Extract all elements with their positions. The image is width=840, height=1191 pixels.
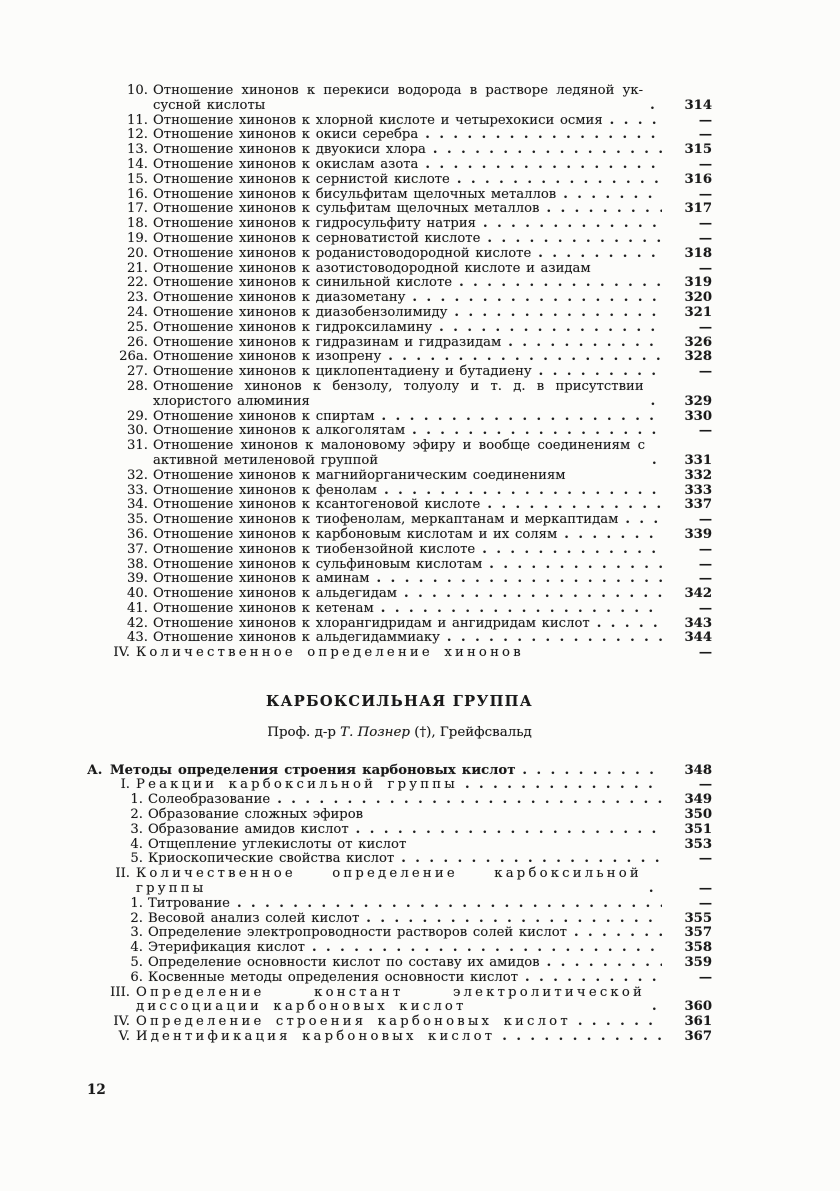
dot-leader — [547, 202, 663, 217]
toc-entry-title: Отношение хинонов к диазометану — [153, 290, 406, 306]
toc-entry-page: — — [698, 541, 712, 557]
toc-entry-page: 344 — [684, 630, 712, 646]
toc-entry-page: 319 — [684, 275, 712, 291]
toc-entry-title: Отношение хинонов к перекиси водорода в растворе ледяной уксусной кислоты — [153, 83, 644, 113]
toc-entry-title: Солеобразование — [148, 792, 271, 808]
dot-leader — [382, 410, 662, 425]
toc-entry-number: 2. — [130, 910, 143, 926]
toc-entry-number: 11. — [127, 112, 148, 128]
dot-leader — [649, 882, 662, 897]
dot-leader — [377, 572, 662, 587]
toc-entry-page: — — [698, 881, 712, 897]
toc-entry-title: Количественное определение хинонов — [136, 645, 524, 661]
toc-entry — [87, 793, 712, 808]
dot-leader — [388, 350, 662, 365]
toc-entry-title: Отношение хинонов к ксантогеновой кислоте — [153, 497, 481, 513]
dot-leader — [312, 941, 662, 956]
toc-entry-page: — — [698, 319, 712, 335]
toc-entry-title: Отношение хинонов к синильной кислоте — [153, 275, 453, 291]
dot-leader — [439, 321, 662, 336]
dot-leader — [651, 395, 662, 410]
toc-entry-title: Отношение хинонов к окиси серебра — [153, 127, 419, 143]
toc-entry-title: Отношение хинонов к аминам — [153, 571, 370, 587]
toc-entry — [87, 217, 712, 232]
dot-leader — [574, 926, 662, 941]
toc-entry — [87, 956, 712, 971]
toc-entry-number: 5. — [130, 955, 143, 971]
toc-entry-title: Образование сложных эфиров — [148, 807, 364, 823]
toc-entry — [87, 424, 712, 439]
toc-entry-number: 16. — [127, 186, 148, 202]
toc-entry-page: — — [698, 230, 712, 246]
toc-entry-number: 42. — [127, 615, 148, 631]
toc-entry-number: 13. — [127, 142, 148, 158]
toc-entry-page: 320 — [684, 290, 712, 306]
dot-leader — [522, 764, 662, 779]
byline-suffix: (†), Грейфсвальд — [409, 724, 532, 740]
toc-entry — [87, 1030, 712, 1045]
toc-entry-title: Определение констант электролитической диссоциации карбоновых кислот — [136, 984, 645, 1015]
dot-leader — [465, 778, 662, 793]
toc-entry-page: — — [698, 600, 712, 616]
toc-entry-page: 367 — [684, 1029, 712, 1045]
dot-leader — [652, 454, 662, 469]
dot-leader — [412, 291, 662, 306]
toc-entry-number: 31. — [127, 438, 148, 454]
toc-entry — [87, 543, 712, 558]
toc-entry-number: 41. — [127, 600, 148, 616]
toc-entry-title: Отношение хинонов к хлорангидридам и ангидридам кислот — [153, 615, 590, 631]
toc-entry-title: Отношение хинонов к циклопентадиену и бутадиену — [153, 364, 532, 380]
dot-leader — [525, 971, 662, 986]
toc-entry-number: 23. — [127, 290, 148, 306]
toc-entry-number: А. — [87, 762, 103, 778]
toc-entry-title: Отношение хинонов к кетенам — [153, 600, 374, 616]
toc-entry-number: 38. — [127, 556, 148, 572]
toc-entry-title: Отношение хинонов к серноватистой кислоте — [153, 230, 481, 246]
toc-entry-title: Отношение хинонов к гидразинам и гидразидам — [153, 334, 502, 350]
toc-entry-title: Весовой анализ солей кислот — [148, 910, 360, 926]
toc-entry — [87, 838, 712, 853]
toc-entry-title: Косвенные методы определения основности кислот — [148, 969, 519, 985]
toc-entry — [87, 173, 712, 188]
toc-entry-page: 326 — [684, 334, 712, 350]
toc-entry — [87, 439, 712, 469]
toc-entry-title: Отношение хинонов к алкоголятам — [153, 423, 406, 439]
toc-entry-title: Отношение хинонов к азотистоводородной кислоте и азидам — [153, 260, 591, 276]
toc-entry-title: Отношение хинонов к сульфитам щелочных металлов — [153, 201, 540, 217]
toc-entry-page: 360 — [684, 999, 712, 1015]
toc-entry-title: Образование амидов кислот — [148, 821, 349, 837]
toc-entry-number: 4. — [130, 940, 143, 956]
toc-entry-number: 24. — [127, 304, 148, 320]
toc-entry-page: — — [698, 186, 712, 202]
toc-entry-number: 36. — [127, 526, 148, 542]
toc-entry-number: 3. — [130, 821, 143, 837]
dot-leader — [277, 793, 662, 808]
dot-leader — [652, 1000, 662, 1015]
dot-leader — [539, 365, 662, 380]
toc-entry — [87, 380, 712, 410]
toc-entry — [87, 941, 712, 956]
toc-entry-page: 361 — [684, 1014, 712, 1030]
toc-entry-title: Отношение хинонов к гидросульфиту натрия — [153, 216, 476, 232]
toc-entry — [87, 291, 712, 306]
toc-entry-number: 10. — [127, 83, 148, 98]
toc-entry-title: Отношение хинонов к гидроксиламину — [153, 319, 433, 335]
toc-entry-page: 353 — [684, 836, 712, 852]
toc-entry — [87, 484, 712, 499]
toc-entry-title: Титрование — [148, 895, 230, 911]
toc-entry-title: Криоскопические свойства кислот — [148, 851, 395, 867]
toc-entry — [87, 336, 712, 351]
toc-entry-title: Отношение хинонов к сернистой кислоте — [153, 171, 450, 187]
toc-entry — [87, 971, 712, 986]
toc-section-quinones — [87, 84, 712, 661]
toc-entry-number: IV. — [113, 1014, 130, 1030]
dot-leader — [457, 173, 662, 188]
toc-entry-title: Отношение хинонов к роданистоводородной кислоте — [153, 245, 532, 261]
dot-leader — [564, 528, 662, 543]
toc-entry-page: 318 — [684, 245, 712, 261]
toc-entry — [87, 306, 712, 321]
toc-section-carboxyl — [87, 764, 712, 1045]
toc-entry-page: 343 — [684, 615, 712, 631]
dot-leader — [384, 484, 662, 499]
dot-leader — [356, 823, 662, 838]
toc-entry-title: Отношение хинонов к тиофенолам, меркаптанам и меркаптидам — [153, 512, 619, 528]
toc-entry — [87, 986, 712, 1016]
toc-entry-number: 29. — [127, 408, 148, 424]
toc-entry — [87, 823, 712, 838]
toc-entry-page: — — [698, 571, 712, 587]
toc-entry-page: — — [698, 156, 712, 172]
dot-leader — [625, 513, 662, 528]
dot-leader — [487, 232, 662, 247]
dot-leader — [447, 631, 662, 646]
toc-entry-number: 1. — [130, 895, 143, 911]
toc-entry-number: I. — [120, 777, 130, 793]
toc-entry — [87, 202, 712, 217]
toc-entry-title: Отношение хинонов к двуокиси хлора — [153, 142, 426, 158]
dot-leader — [563, 188, 662, 203]
toc-entry-title: Отношение хинонов к магнийорганическим соединениям — [153, 467, 566, 483]
toc-entry — [87, 572, 712, 587]
toc-entry-title: Отношение хинонов к бисульфитам щелочных металлов — [153, 186, 557, 202]
toc-entry — [87, 912, 712, 927]
dot-leader — [381, 602, 662, 617]
toc-entry — [87, 276, 712, 291]
toc-entry — [87, 587, 712, 602]
toc-entry — [87, 158, 712, 173]
toc-entry-page: 316 — [684, 171, 712, 187]
toc-entry — [87, 232, 712, 247]
toc-entry-page: — — [698, 112, 712, 128]
toc-entry-title: Количественное определение карбоксильной группы — [136, 866, 642, 897]
dot-leader — [508, 336, 662, 351]
toc-entry-page: — — [698, 851, 712, 867]
toc-entry-page: — — [698, 777, 712, 793]
toc-entry-page: 351 — [684, 821, 712, 837]
toc-entry-page: 355 — [684, 910, 712, 926]
toc-entry-number: 6. — [130, 969, 143, 985]
toc-entry — [87, 867, 712, 897]
toc-entry-number: 28. — [127, 378, 148, 394]
toc-entry-page: — — [698, 364, 712, 380]
dot-leader — [483, 217, 662, 232]
dot-leader — [597, 617, 662, 632]
toc-entry — [87, 321, 712, 336]
toc-entry-number: 4. — [130, 836, 143, 852]
toc-entry-number: 25. — [127, 319, 148, 335]
toc-entry-page: — — [698, 423, 712, 439]
toc-entry-title: Этерификация кислот — [148, 940, 305, 956]
toc-entry-number: 26а. — [119, 349, 148, 365]
dot-leader — [366, 912, 662, 927]
toc-entry-title: Отношение хинонов к спиртам — [153, 408, 375, 424]
dot-leader — [482, 543, 662, 558]
toc-entry-title: Отношение хинонов к бензолу, толуолу и т. д. в присутствии хлористого алюминия — [153, 378, 644, 409]
toc-entry-number: 2. — [130, 807, 143, 823]
toc-entry-number: 15. — [127, 171, 148, 187]
toc-entry-page: 332 — [684, 467, 712, 483]
toc-entry-number: 12. — [127, 127, 148, 143]
dot-leader — [610, 114, 662, 129]
byline-prefix: Проф. д-р — [267, 724, 341, 740]
toc-entry — [87, 897, 712, 912]
toc-entry-title: Отношение хинонов к тиобензойной кислоте — [153, 541, 476, 557]
toc-entry-page: 358 — [684, 940, 712, 956]
toc-entry-page: 349 — [684, 792, 712, 808]
dot-leader — [489, 558, 662, 573]
dot-leader — [538, 247, 662, 262]
toc-entry-title: Реакции карбоксильной группы — [136, 777, 458, 793]
toc-entry-title: Методы определения строения карбоновых кислот — [110, 762, 516, 778]
toc-entry-page: 339 — [684, 526, 712, 542]
toc-entry-page: — — [698, 216, 712, 232]
toc-entry-number: V. — [118, 1029, 130, 1045]
toc-entry-title: Отношение хинонов к диазобензолимиду — [153, 304, 448, 320]
toc-entry-title: Идентификация карбоновых кислот — [136, 1029, 496, 1045]
toc-entry-page: — — [698, 127, 712, 143]
toc-entry-number: 1. — [130, 792, 143, 808]
toc-entry — [87, 808, 712, 823]
dot-leader — [454, 306, 662, 321]
toc-entry-page: 330 — [684, 408, 712, 424]
dot-leader — [425, 158, 662, 173]
dot-leader — [502, 1030, 662, 1045]
toc-entry-number: 21. — [127, 260, 148, 276]
toc-entry-page: 357 — [684, 925, 712, 941]
dot-leader — [425, 128, 662, 143]
toc-entry — [87, 926, 712, 941]
toc-entry-title: Определение электропроводности растворов солей кислот — [148, 925, 567, 941]
toc-entry-page: 328 — [684, 349, 712, 365]
toc-entry — [87, 498, 712, 513]
toc-entry — [87, 528, 712, 543]
toc-entry-number: 18. — [127, 216, 148, 232]
toc-entry-number: 22. — [127, 275, 148, 291]
dot-leader — [237, 897, 662, 912]
toc-entry — [87, 143, 712, 158]
toc-entry — [87, 1015, 712, 1030]
toc-entry-page: 331 — [684, 452, 712, 468]
toc-entry — [87, 558, 712, 573]
toc-entry-title: Определение строения карбоновых кислот — [136, 1014, 571, 1030]
toc-entry-title: Определение основности кислот по составу их амидов — [148, 955, 540, 971]
byline-author-name: Т. Познер — [340, 724, 410, 740]
toc-entry-number: II. — [115, 866, 130, 882]
dot-leader — [578, 1015, 662, 1030]
toc-entry-page: 342 — [684, 586, 712, 602]
toc-entry — [87, 469, 712, 484]
toc-entry — [87, 188, 712, 203]
toc-entry — [87, 513, 712, 528]
toc-entry-number: 27. — [127, 364, 148, 380]
toc-entry — [87, 128, 712, 143]
toc-entry-number: 37. — [127, 541, 148, 557]
toc-entry-title: Отношение хинонов к хлорной кислоте и четырехокиси осмия — [153, 112, 603, 128]
toc-entry-number: IV. — [113, 645, 130, 661]
toc-entry-page: 317 — [684, 201, 712, 217]
page-folio: 12 — [87, 1081, 106, 1098]
toc-entry — [87, 365, 712, 380]
toc-entry-page: 359 — [684, 955, 712, 971]
toc-entry-page: — — [698, 645, 712, 661]
toc-entry-title: Отношение хинонов к карбоновым кислотам и их солям — [153, 526, 558, 542]
toc-entry-title: Отношение хинонов к фенолам — [153, 482, 378, 498]
toc-entry-page: — — [698, 556, 712, 572]
toc-entry-page: — — [698, 512, 712, 528]
toc-entry-number: 33. — [127, 482, 148, 498]
toc-entry-number: 43. — [127, 630, 148, 646]
toc-entry-title: Отношение хинонов к альдегидам — [153, 586, 397, 602]
toc-entry-number: 30. — [127, 423, 148, 439]
toc-entry-page: 314 — [684, 97, 712, 113]
toc-entry-page: 350 — [684, 807, 712, 823]
dot-leader — [459, 276, 662, 291]
dot-leader — [547, 956, 662, 971]
toc-entry — [87, 631, 712, 646]
toc-entry-title: Отношение хинонов к изопрену — [153, 349, 382, 365]
toc-entry-page: — — [698, 895, 712, 911]
dot-leader — [433, 143, 662, 158]
toc-entry — [87, 646, 712, 661]
toc-entry — [87, 410, 712, 425]
byline — [87, 726, 712, 741]
toc-entry-page: 315 — [684, 142, 712, 158]
dot-leader — [412, 424, 662, 439]
toc-entry-title: Отношение хинонов к малоновому эфиру и вообще соединениям с активной метиленовой группой — [153, 438, 645, 468]
toc-entry-page: — — [698, 260, 712, 276]
toc-entry-number: 35. — [127, 512, 148, 528]
dot-leader — [650, 99, 662, 114]
section-heading: КАРБОКСИЛЬНАЯ ГРУППА — [266, 693, 533, 711]
toc-entry-page: 321 — [684, 304, 712, 320]
toc-entry-title: Отщепление углекислоты от кислот — [148, 836, 407, 852]
toc-entry-number: 39. — [127, 571, 148, 587]
toc-entry-title: Отношение хинонов к окислам азота — [153, 156, 419, 172]
toc-entry — [87, 602, 712, 617]
toc-entry-page: 337 — [684, 497, 712, 513]
toc-entry-page: 329 — [684, 393, 712, 409]
toc-entry-number: 17. — [127, 201, 148, 217]
toc-entry — [87, 262, 712, 277]
toc-entry-number: 20. — [127, 245, 148, 261]
dot-leader — [487, 498, 662, 513]
toc-entry-number: 40. — [127, 586, 148, 602]
toc-entry — [87, 84, 712, 114]
dot-leader — [404, 587, 662, 602]
toc-entry — [87, 350, 712, 365]
toc-entry-title: Отношение хинонов к сульфиновым кислотам — [153, 556, 483, 572]
toc-entry-number: 32. — [127, 467, 148, 483]
toc-entry-number: 19. — [127, 230, 148, 246]
toc-entry-page: 348 — [684, 762, 712, 778]
toc-entry-title: Отношение хинонов к альдегидаммиаку — [153, 630, 440, 646]
toc-entry-number: 34. — [127, 497, 148, 513]
toc-entry-page: — — [698, 969, 712, 985]
toc-entry-number: 5. — [130, 851, 143, 867]
toc-entry-number: III. — [110, 984, 130, 1000]
toc-entry — [87, 617, 712, 632]
toc-entry-page: 333 — [684, 482, 712, 498]
toc-entry-number: 3. — [130, 925, 143, 941]
toc-entry — [87, 247, 712, 262]
toc-entry-number: 14. — [127, 156, 148, 172]
toc-entry-number: 26. — [127, 334, 148, 350]
